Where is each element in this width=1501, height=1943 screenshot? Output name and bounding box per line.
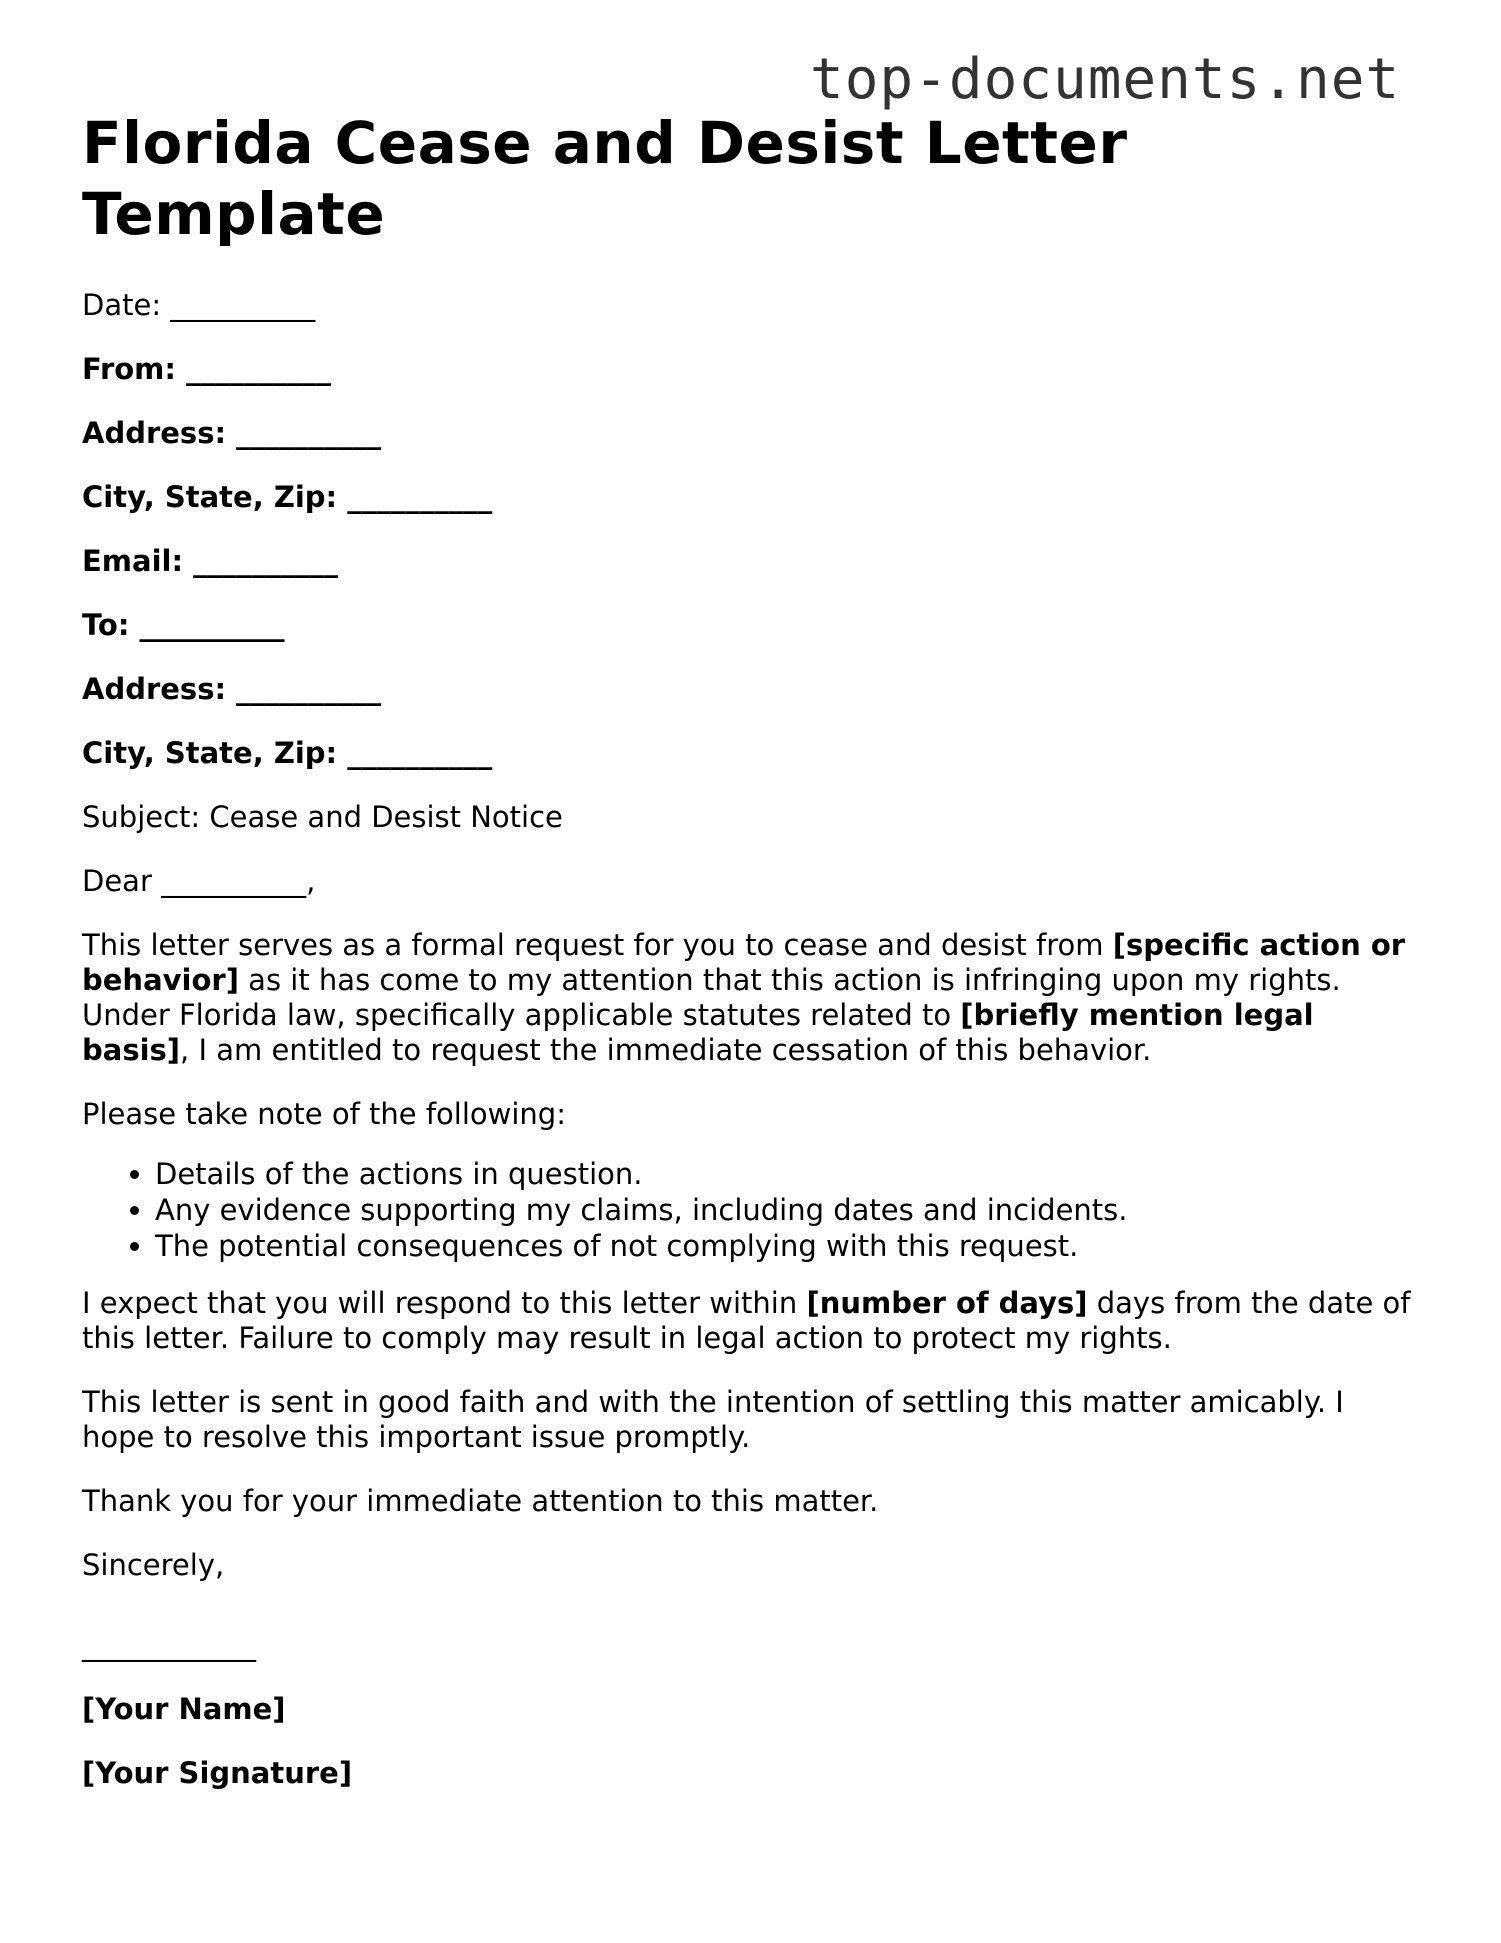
salutation: Dear __________, [82, 864, 316, 898]
signoff: Sincerely, [82, 1548, 225, 1582]
paragraph-request-text-1: This letter serves as a formal request for you to cease and desist from [82, 928, 1113, 962]
paragraph-request-text-2: as it has come to my attention that this action is infringing upon my rights. Under Florida law, specifically applicable statutes related to [82, 963, 1341, 1032]
from-city-state-zip-field: City, State, Zip: __________ [82, 480, 493, 514]
subject-line: Subject: Cease and Desist Notice [82, 800, 563, 834]
your-name-placeholder: [Your Name] [82, 1692, 286, 1726]
paragraph-request [82, 928, 1422, 1068]
legal-basis-placeholder: [briefly mention legal basis] [82, 998, 1314, 1067]
notes-list [82, 1156, 1422, 1264]
to-field: To: __________ [82, 608, 285, 642]
list-item: • Details of the actions in question. [155, 1156, 1422, 1192]
letter-document [82, 108, 1422, 1820]
paragraph-response-text-1: I expect that you will respond to this letter within [82, 1286, 807, 1320]
to-address-field: Address: __________ [82, 672, 382, 706]
number-of-days-placeholder: [number of days] [806, 1286, 1088, 1320]
page-title: Florida Cease and Desist Letter Template [82, 109, 1128, 248]
list-item: • The potential consequences of not complying with this request. [155, 1228, 1422, 1264]
watermark: top-documents.net [810, 47, 1401, 112]
from-address-field: Address: __________ [82, 416, 382, 450]
to-city-state-zip-field: City, State, Zip: __________ [82, 736, 493, 770]
list-item: • Any evidence supporting my claims, including dates and incidents. [155, 1192, 1422, 1228]
signature-line: ____________ [82, 1628, 256, 1662]
paragraph-response-text-2: days from the date of this letter. Failure to comply may result in legal action to protect my rights. [82, 1286, 1411, 1355]
specific-action-placeholder: [specific action or behavior] [82, 928, 1406, 997]
email-field: Email: __________ [82, 544, 339, 578]
note-intro: Please take note of the following: [82, 1097, 566, 1131]
date-field: Date: __________ [82, 288, 316, 322]
your-signature-placeholder: [Your Signature] [82, 1756, 353, 1790]
from-field: From: __________ [82, 352, 332, 386]
paragraph-thanks: Thank you for your immediate attention to this matter. [82, 1484, 879, 1518]
paragraph-response [82, 1286, 1422, 1356]
paragraph-request-text-3: , I am entitled to request the immediate cessation of this behavior. [180, 1033, 1152, 1067]
paragraph-good-faith: This letter is sent in good faith and with the intention of settling this matter amicably. I hope to resolve this important issue promptly. [82, 1385, 1344, 1454]
